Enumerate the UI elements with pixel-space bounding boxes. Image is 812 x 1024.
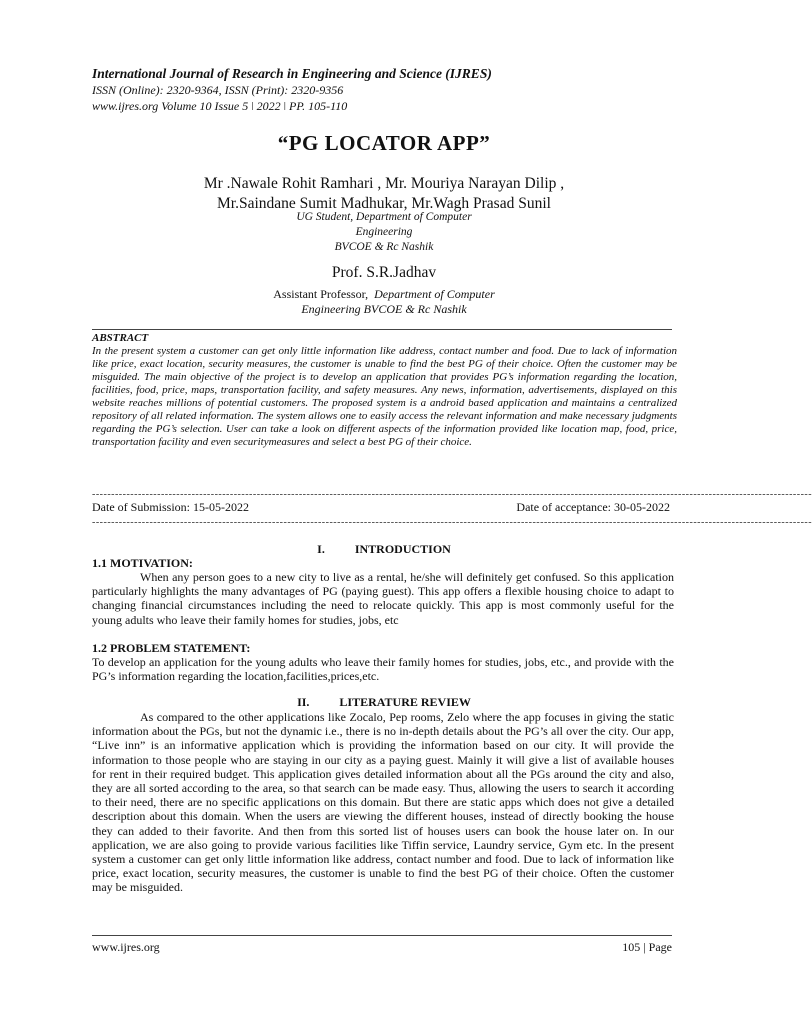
page-footer <box>92 940 672 955</box>
affiliation-line-3: BVCOE & Rc Nashik <box>334 241 434 253</box>
section-number: I. <box>317 542 325 556</box>
affiliation-line-1: UG Student, Department of Computer <box>296 211 472 223</box>
dates-row <box>92 500 670 515</box>
professor-dept-line-2: Engineering BVCOE & Rc Nashik <box>301 302 467 316</box>
abstract-block <box>92 332 677 449</box>
affiliation-line-2: Engineering <box>355 226 413 238</box>
journal-issn: ISSN (Online): 2320-9364, ISSN (Print): 2320-9356 <box>92 83 344 97</box>
section-title: LITERATURE REVIEW <box>339 695 471 709</box>
literature-paragraph: As compared to the other applications like Zocalo, Pep rooms, Zelo where the app focuses in giving the static information about the PGs, but not the dynamic i.e., there is no in-depth details about the PG’s all over the city. Our app, “Live inn” is an informative application which is providing the information based on our city. It will provide the information to those people who are staying in our city as a paying guest. Mainly it will give a list of available houses for rent in their required budget. This application gives detailed information about all the PGs around the city and also, they are all sorted according to the area, so that search can be made easy. Thus, allowing the users to search it according to their need, there are no specific applications on this domain. But there are static apps which does not give a detailed description about this domain. When the users are viewing the different houses, instead of directly booking the house they can added to their favorite. And then from this sorted list of houses users can book the house later on. In our application, we are also going to provide various facilities like Tiffin service, Laundry service, Gym etc. In the present system a customer can get only little information like address, contact number and food. Due to lack of information like price, exact location, security measures, the customer is unable to find the best PG of their choice. Often the customer may be misguided. <box>92 710 674 895</box>
section-number: II. <box>297 695 310 709</box>
footer-site: www.ijres.org <box>92 940 160 954</box>
problem-statement-paragraph: To develop an application for the young adults who leave their family homes for studies, jobs, etc., and provide with the PG’s information regarding the location,facilities,prices,etc. <box>92 655 674 684</box>
paper-title: “PG LOCATOR APP” <box>277 131 491 155</box>
author-affiliation <box>0 210 768 255</box>
divider-dashes-bottom: -------------------------------------------------------------------------------------------------------------------------------------------------------------------------------------------- <box>92 517 812 528</box>
abstract-text: In the present system a customer can get only little information like address, contact number and food. Due to lack of information like price, exact location, security measures, the customer is unable to find the best PG of their choice. Often the customer may be misguided. The main objective of the project is to develop an application that provides PG’s information regarding the location, facilities, food, price, maps, transportation facility, and safety measures. Any news, information, advertisements, displayed on this website reaches millions of potential customers. The proposed system is a android based application and maintains a centralized repository of all related information. The system allows one to easily access the relevant information and make necessary judgments regarding the PG’s selection. User can take a look on different aspects of the information provided like location map, food, price, transportation facility and even securitymeasures and select a best PG of their choice. <box>92 345 677 448</box>
section-literature-heading <box>0 695 768 710</box>
professor-affiliation <box>0 287 768 317</box>
section-title: INTRODUCTION <box>354 542 451 556</box>
footer-page-number: 105 | Page <box>622 940 672 954</box>
journal-name: International Journal of Research in Engineering and Science (IJRES) <box>92 66 492 81</box>
professor-name: Prof. S.R.Jadhav <box>331 264 437 281</box>
motivation-paragraph: When any person goes to a new city to live as a rental, he/she will definitely get confused. So this application particularly highlights the many advantages of PG (paying guest). This app offers a flexible housing choice to adapt to changing financial circumstances including the need to relocate quickly. This app is most commonly useful for the young adults who leave their family homes for studies, jobs, etc <box>92 570 674 627</box>
abstract-heading: ABSTRACT <box>92 332 149 344</box>
journal-header <box>92 66 492 114</box>
authors-line-1: Mr .Nawale Rohit Ramhari , Mr. Mouriya Narayan Dilip , <box>203 175 565 192</box>
problem-statement-heading: 1.2 PROBLEM STATEMENT: <box>92 641 251 655</box>
divider-dashes-top: -------------------------------------------------------------------------------------------------------------------------------------------------------------------------------------------- <box>92 489 812 500</box>
author-list <box>0 174 768 214</box>
abstract-top-rule <box>92 329 672 330</box>
footer-rule <box>92 935 672 936</box>
submission-date: Date of Submission: 15-05-2022 <box>92 500 249 514</box>
professor-dept: Department of Computer <box>374 287 495 301</box>
motivation-heading: 1.1 MOTIVATION: <box>92 556 193 570</box>
authors-line-2: Mr.Saindane Sumit Madhukar, Mr.Wagh Prasad Sunil <box>217 195 551 212</box>
section-introduction-heading <box>0 542 768 557</box>
acceptance-date: Date of acceptance: 30-05-2022 <box>516 500 670 514</box>
professor-role: Assistant Professor, <box>273 287 369 301</box>
journal-volume: www.ijres.org Volume 10 Issue 5 ǀ 2022 ǀ PP. 105-110 <box>92 99 348 113</box>
